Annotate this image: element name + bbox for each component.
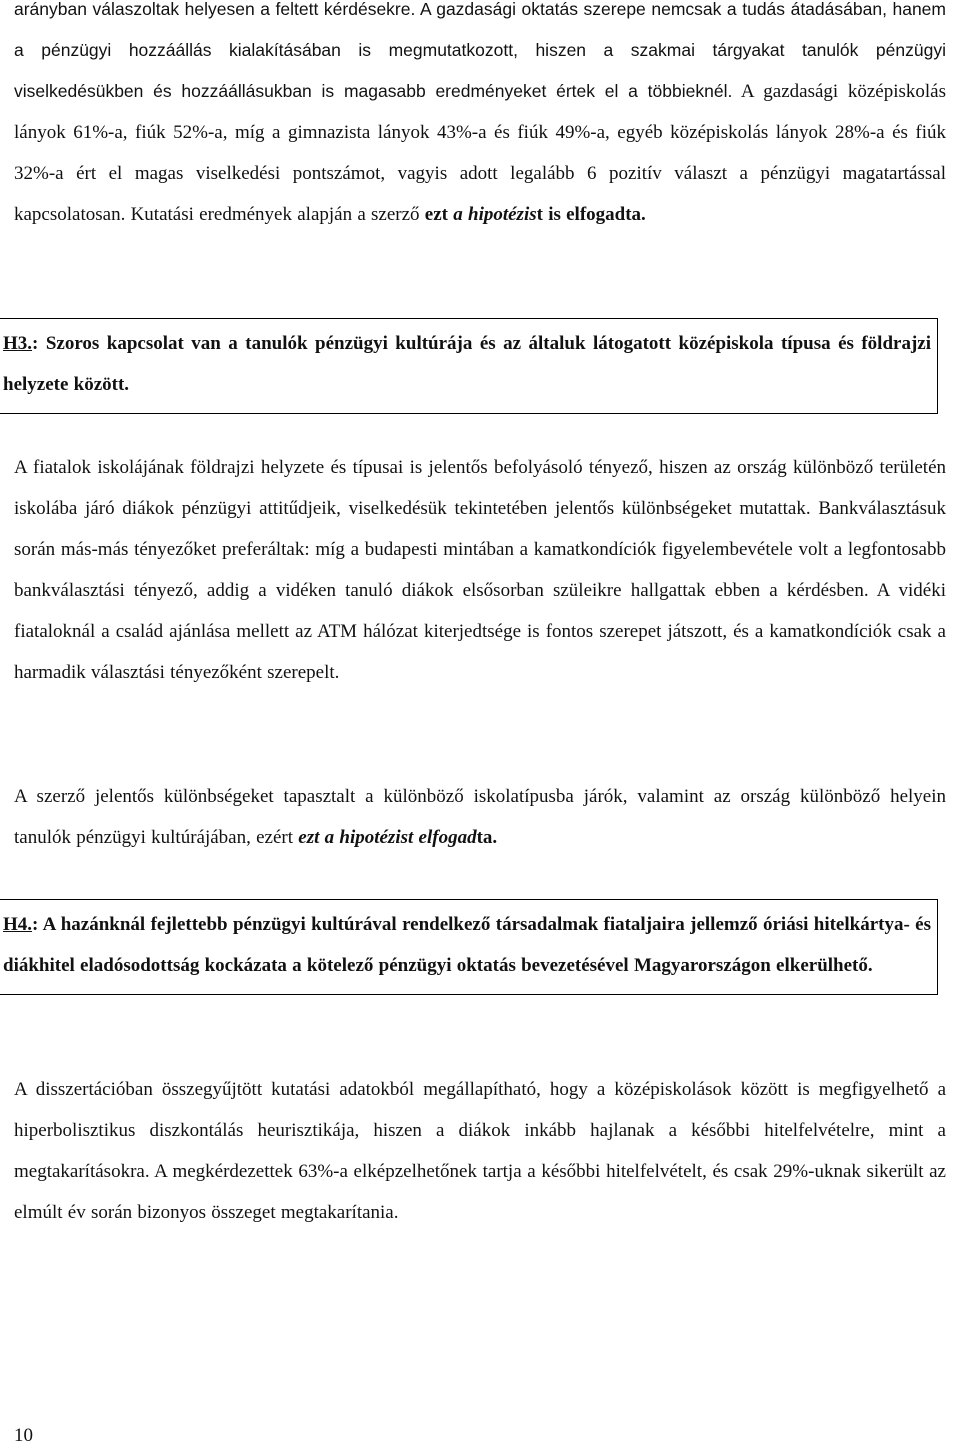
hypothesis-h3-box <box>0 318 938 414</box>
paragraph-discounting <box>14 1069 946 1233</box>
page-number: 10 <box>14 1425 33 1446</box>
differences-bold: ta. <box>476 827 498 848</box>
paragraph-results-text-b: A gazdasági középiskolás lányok 61%-a, fiúk 52%-a, míg a gimnazista lányok 43%-a és fiúk 49%-a, egyéb középiskolás lányok 28%-a és fiúk 32%-a ért el magas viselkedési pontszámot, vagyis adott legalább 6 pozitív választ a pénzügyi magatartással kapcsolatosan. <box>14 81 946 225</box>
hypothesis-h3 <box>3 323 931 405</box>
conclusion-bold-italic: a hipotézis <box>453 204 537 225</box>
paragraph-discounting-text: A disszertációban összegyűjtött kutatási adatokból megállapítható, hogy a középiskolások között is megfigyelhető a hiperbolisztikus diszkontálás heurisztikája, hiszen a diákok inkább hajlanak a későbbi hitelfelvételre, mint a megtakarításokra. A megkérdezettek 63%-a elképzelhetőnek tartja a későbbi hitelfelvételt, és csak 29%-uknak sikerült az elmúlt év során bizonyos összeget megtakarítania. <box>14 1079 946 1223</box>
conclusion-bold-2: t is elfogadta. <box>536 204 646 225</box>
paragraph-results-text-c: Kutatási eredmények alapján a szerző <box>125 204 425 225</box>
hypothesis-h3-text: : Szoros kapcsolat van a tanulók pénzügyi kultúrája és az általuk látogatott középiskola típusa és földrajzi helyzete között. <box>3 333 931 395</box>
hypothesis-h4-text: : A hazánknál fejlettebb pénzügyi kultúrával rendelkező társadalmak fiataljaira jellemző óriási hitelkártya- és diákhitel eladósodottság kockázata a kötelező pénzügyi oktatás bevezetésével Magyarországon elkerülhető. <box>3 914 931 976</box>
conclusion-bold-1: ezt <box>424 204 454 225</box>
paragraph-geography-text-a: A fiatalok iskolájának földrajzi helyzete és típusai is jelentős befolyásoló tényező, hiszen az ország különböző területén iskolába járó diákok pénzügyi attitűdjeik, viselkedésük tekintetében jelentős különbségeket mutattak. <box>14 457 946 519</box>
hypothesis-h4-label: H4. <box>3 914 33 935</box>
paragraph-results-text-a: arányban válaszoltak helyesen a feltett kérdésekre. A gazdasági oktatás szerepe nemcsak a tudás átadásában, hanem a pénzügyi hozzáállás kialakításában is megmutatkozott, hiszen a szakmai tárgyakat tanulók pénzügyi viselkedésükben és hozzáállásukban is magasabb eredményeket értek el a többieknél. <box>14 0 946 101</box>
hypothesis-h4-box <box>0 899 938 995</box>
paragraph-differences-text: A szerző jelentős különbségeket tapasztalt a különböző iskolatípusba járók, valamint az ország különböző helyein tanulók pénzügyi kultúrájában, ezért <box>14 786 946 848</box>
hypothesis-h4 <box>3 904 931 986</box>
paragraph-geography-text-b: Bankválasztásuk során más-más tényezőket preferáltak: míg a budapesti mintában a kamatkondíciók figyelembevétele volt a legfontosabb bankválasztási tényező, addig a vidéken tanuló diákok elsősorban szüleikre hallgattak ebben a kérdésben. A vidéki fiataloknál a család ajánlása mellett az ATM hálózat kiterjedtsége is fontos szerepet játszott, és a kamatkondíciók csak a harmadik választási tényezőként szerepelt. <box>14 498 947 683</box>
paragraph-geography <box>14 447 946 693</box>
differences-bold-italic: ezt a hipotézist elfogad <box>298 827 477 848</box>
paragraph-differences <box>14 776 946 858</box>
hypothesis-h3-label: H3. <box>3 333 33 354</box>
paragraph-results <box>14 0 946 235</box>
